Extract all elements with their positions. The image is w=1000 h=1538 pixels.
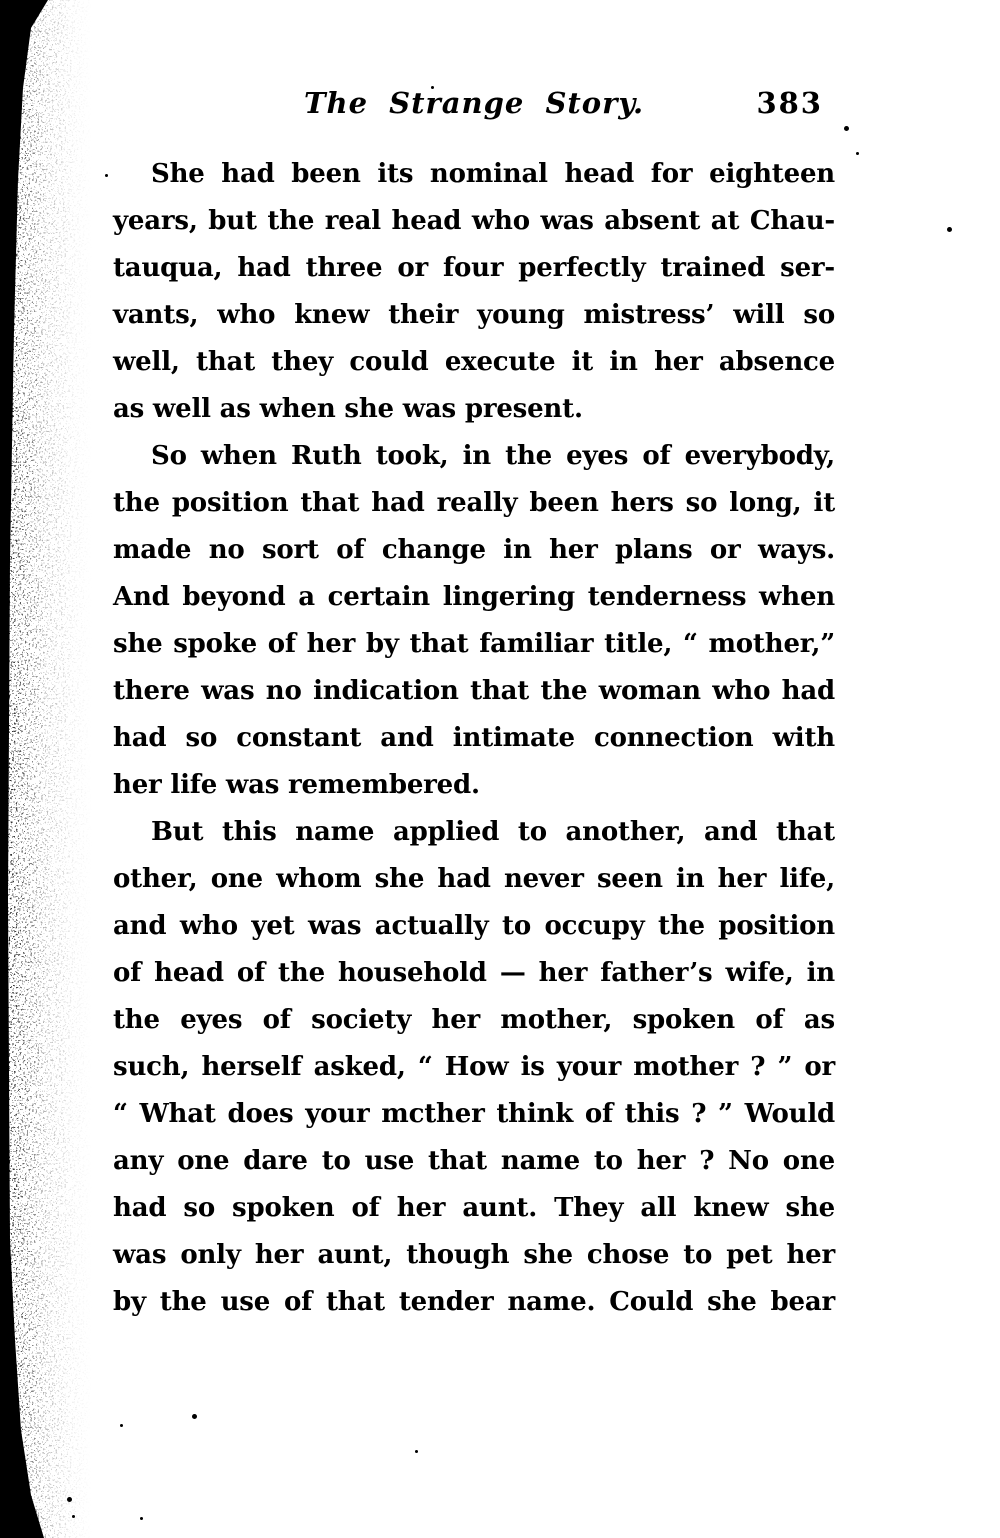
text-line: well, that they could execute it in her absence [113,347,835,377]
text-line: the position that had really been hers so long, it [113,488,835,518]
text-line: And beyond a certain lingering tenderness when [113,582,835,612]
text-line: any one dare to use that name to her ? No one [113,1146,835,1176]
text-line: had so spoken of her aunt. They all knew she [113,1193,835,1223]
text-line: had so constant and intimate connection with [113,723,835,753]
text-line: and who yet was actually to occupy the position [113,911,835,941]
text-line: So when Ruth took, in the eyes of everybody, [151,441,835,471]
paragraph-2 [113,433,835,809]
text-line: tauqua, had three or four perfectly trained ser- [113,253,835,283]
text-line: as well as when she was present. [113,394,583,424]
running-head [113,86,835,124]
body-text [113,151,835,1326]
text-line: was only her aunt, though she chose to pet her [113,1240,835,1270]
scan-ink-specks [0,0,3,3]
text-line: She had been its nominal head for eighteen [151,159,835,189]
text-line: made no sort of change in her plans or ways. [113,535,835,565]
text-line: she spoke of her by that familiar title, “ mother,” [113,629,835,659]
paragraph-3 [113,809,835,1326]
running-head-title: The Strange Story. [303,86,645,120]
text-line: “ What does your mcther think of this ? ” Would [113,1099,835,1129]
paragraph-1 [113,151,835,433]
text-line: such, herself asked, “ How is your mother ? ” or [113,1052,835,1082]
text-line: of head of the household — her father’s wife, in [113,958,835,988]
text-line: But this name applied to another, and that [151,817,835,847]
text-line: there was no indication that the woman who had [113,676,835,706]
text-line: the eyes of society her mother, spoken of as [113,1005,835,1035]
text-line: years, but the real head who was absent at Chau- [113,206,835,236]
page-number: 383 [756,86,823,120]
text-line: other, one whom she had never seen in her life, [113,864,835,894]
text-column [113,86,835,1326]
text-line: by the use of that tender name. Could she bear [113,1287,835,1317]
text-line: vants, who knew their young mistress’ will so [113,300,835,330]
text-line: her life was remembered. [113,770,480,800]
scan-edge-noise [0,0,92,1538]
